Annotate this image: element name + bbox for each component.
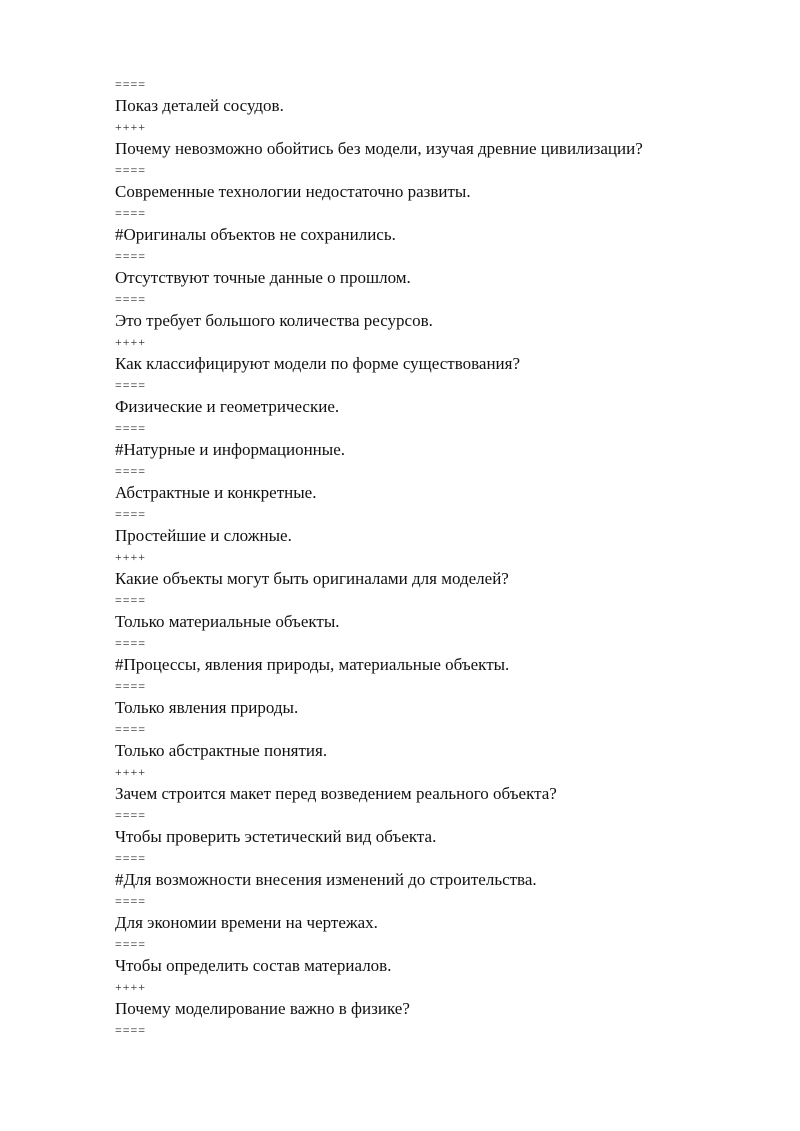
answer-separator: ==== — [115, 206, 147, 220]
question-text: Какие объекты могут быть оригиналами для моделей? — [115, 569, 509, 588]
answer-separator: ==== — [115, 249, 147, 263]
correct-answer-text: #Оригиналы объектов не сохранились. — [115, 225, 396, 244]
answer-option-text: Современные технологии недостаточно развиты. — [115, 182, 471, 201]
correct-answer-text: #Для возможности внесения изменений до строительства. — [115, 870, 537, 889]
answer-option-text: Чтобы проверить эстетический вид объекта. — [115, 827, 437, 846]
answer-separator: ==== — [115, 808, 147, 822]
correct-answer-text: #Натурные и информационные. — [115, 440, 345, 459]
answer-separator: ==== — [115, 421, 147, 435]
question-text: Почему моделирование важно в физике? — [115, 999, 410, 1018]
answer-separator: ==== — [115, 464, 147, 478]
answer-separator: ==== — [115, 507, 147, 521]
answer-option-text: Абстрактные и конкретные. — [115, 483, 317, 502]
answer-separator: ==== — [115, 937, 147, 951]
question-separator: ++++ — [115, 980, 147, 994]
answer-option-text: Физические и геометрические. — [115, 397, 340, 416]
answer-separator: ==== — [115, 378, 147, 392]
answer-separator: ==== — [115, 894, 147, 908]
answer-option-text: Простейшие и сложные. — [115, 526, 292, 545]
question-text: Как классифицируют модели по форме существования? — [115, 354, 521, 373]
question-text: Почему невозможно обойтись без модели, изучая древние цивилизации? — [115, 139, 643, 158]
answer-separator: ==== — [115, 292, 147, 306]
answer-option-text: Только абстрактные понятия. — [115, 741, 328, 760]
answer-option-text: Только материальные объекты. — [115, 612, 340, 631]
answer-separator: ==== — [115, 163, 147, 177]
answer-option-text: Чтобы определить состав материалов. — [115, 956, 392, 975]
answer-separator: ==== — [115, 1023, 147, 1037]
question-separator: ++++ — [115, 765, 147, 779]
answer-option-text: Отсутствуют точные данные о прошлом. — [115, 268, 411, 287]
answer-separator: ==== — [115, 636, 147, 650]
answer-separator: ==== — [115, 593, 147, 607]
answer-separator: ==== — [115, 851, 147, 865]
question-text: Зачем строится макет перед возведением реального объекта? — [115, 784, 557, 803]
answer-option-text: Для экономии времени на чертежах. — [115, 913, 378, 932]
answer-separator: ==== — [115, 722, 147, 736]
correct-answer-text: #Процессы, явления природы, материальные объекты. — [115, 655, 510, 674]
answer-separator: ==== — [115, 77, 147, 91]
answer-option-text: Показ деталей сосудов. — [115, 96, 284, 115]
answer-option-text: Только явления природы. — [115, 698, 299, 717]
answer-separator: ==== — [115, 679, 147, 693]
question-separator: ++++ — [115, 120, 147, 134]
document-page — [115, 76, 755, 1039]
question-separator: ++++ — [115, 335, 147, 349]
answer-option-text: Это требует большого количества ресурсов. — [115, 311, 433, 330]
question-separator: ++++ — [115, 550, 147, 564]
